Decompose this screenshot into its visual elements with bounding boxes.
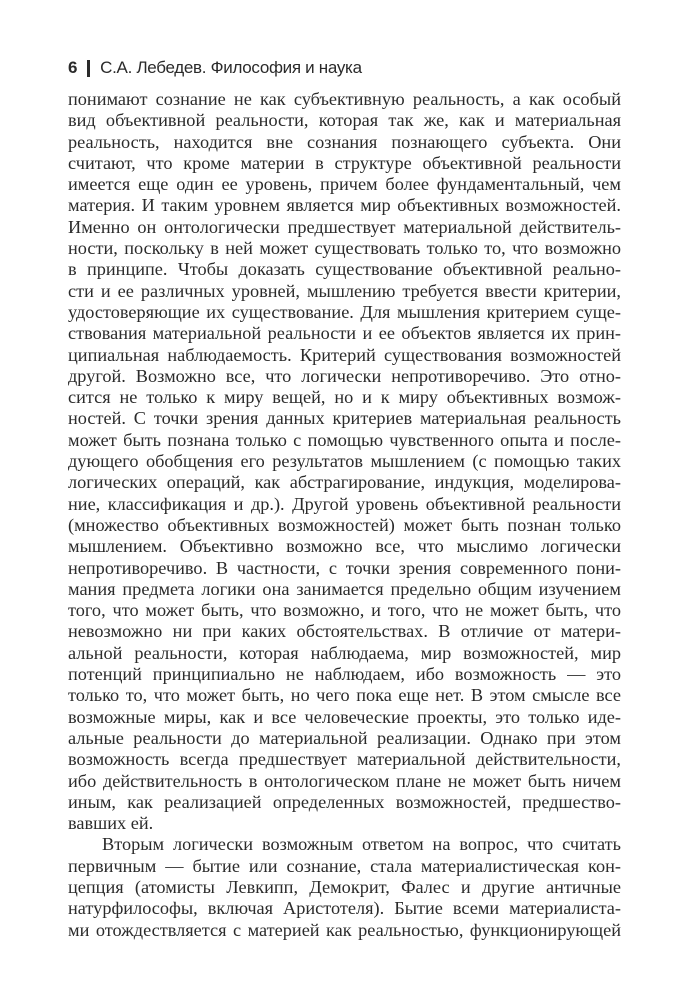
text-line: потенций принципиально не наблюдаем, ибо возможность — это bbox=[68, 664, 621, 685]
page-number: 6 bbox=[68, 58, 78, 77]
text-line: вид объективной реальности, которая так же, как и материальная bbox=[68, 110, 621, 131]
text-line: иным, как реализацией определенных возможностей, предшество- bbox=[68, 791, 621, 812]
text-line: сти и ее различных уровней, мышлению требуется ввести критерии, bbox=[68, 280, 621, 301]
text-line: ми отождествляется с материей как реальностью, функционирующей bbox=[68, 919, 621, 940]
text-line: возможные миры, как и все человеческие проекты, это только иде- bbox=[68, 706, 621, 727]
text-line: ципиальная наблюдаемость. Критерий существования возможностей bbox=[68, 344, 621, 365]
text-line: ибо действительность в онтологическом плане не может быть ничем bbox=[68, 770, 621, 791]
paragraph bbox=[68, 834, 621, 940]
text-line: (множество объективных возможностей) может быть познан только bbox=[68, 514, 621, 535]
header-divider bbox=[87, 60, 90, 77]
text-line: ности, поскольку в ней может существовать только то, что возможно bbox=[68, 238, 621, 259]
text-line: возможность всегда предшествует материальной действительности, bbox=[68, 749, 621, 770]
text-line: имеется еще один ее уровень, причем более фундаментальный, чем bbox=[68, 174, 621, 195]
text-line: альной реальности, которая наблюдаема, мир возможностей, мир bbox=[68, 642, 621, 663]
text-line: альные реальности до материальной реализации. Однако при этом bbox=[68, 727, 621, 748]
text-line: мышлением. Объективно возможно все, что мыслимо логически bbox=[68, 536, 621, 557]
text-line: понимают сознание не как субъективную реальность, а как особый bbox=[68, 89, 621, 109]
text-line: только то, что может быть, но чего пока еще нет. В этом смысле все bbox=[68, 685, 621, 706]
text-line: вавших ей. bbox=[68, 813, 154, 834]
text-line: реальность, находится вне сознания познающего субъекта. Они bbox=[68, 131, 621, 152]
text-line: удостоверяющие их существование. Для мышления критерием суще- bbox=[68, 301, 621, 322]
text-line: Вторым логически возможным ответом на вопрос, что считать bbox=[102, 834, 621, 855]
text-line: цепция (атомисты Левкипп, Демокрит, Фалес и другие античные bbox=[68, 876, 621, 897]
text-line: считают, что кроме материи в структуре объективной реальности bbox=[68, 152, 621, 173]
text-line: материя. И таким уровнем является мир объективных возможностей. bbox=[68, 195, 621, 216]
text-line: другой. Возможно все, что логически непротиворечиво. Это отно- bbox=[68, 365, 621, 386]
text-line: ностей. С точки зрения данных критериев материальная реальность bbox=[68, 408, 621, 429]
text-line: натурфилософы, включая Аристотеля). Бытие всеми материалиста- bbox=[68, 898, 621, 919]
text-line: ствования материальной реальности и ее объектов является их прин- bbox=[68, 323, 621, 344]
running-title: С.А. Лебедев. Философия и наука bbox=[100, 58, 362, 77]
text-line: ние, классификация и др.). Другой уровень объективной реальности bbox=[68, 493, 621, 514]
text-line: в принципе. Чтобы доказать существование объективной реально- bbox=[68, 259, 621, 280]
paragraph bbox=[68, 89, 621, 834]
text-line: невозможно ни при каких обстоятельствах. В отличие от матери- bbox=[68, 621, 621, 642]
text-line: первичным — бытие или сознание, стала материалистическая кон- bbox=[68, 855, 621, 876]
text-line: сится не только к миру вещей, но и к миру объективных возмож- bbox=[68, 387, 621, 408]
text-line: мания предмета логики она занимается предельно общим изучением bbox=[68, 578, 621, 599]
text-line: дующего обобщения его результатов мышлением (с помощью таких bbox=[68, 451, 621, 472]
text-line: того, что может быть, что возможно, и того, что не может быть, что bbox=[68, 600, 621, 621]
running-header bbox=[68, 58, 362, 78]
text-line: непротиворечиво. В частности, с точки зрения современного пони- bbox=[68, 557, 621, 578]
text-line: логических операций, как абстрагирование, индукция, моделирова- bbox=[68, 472, 621, 493]
body-text bbox=[68, 89, 621, 941]
text-line: может быть познана только с помощью чувственного опыта и после- bbox=[68, 429, 621, 450]
text-line: Именно он онтологически предшествует материальной действитель- bbox=[68, 216, 621, 237]
